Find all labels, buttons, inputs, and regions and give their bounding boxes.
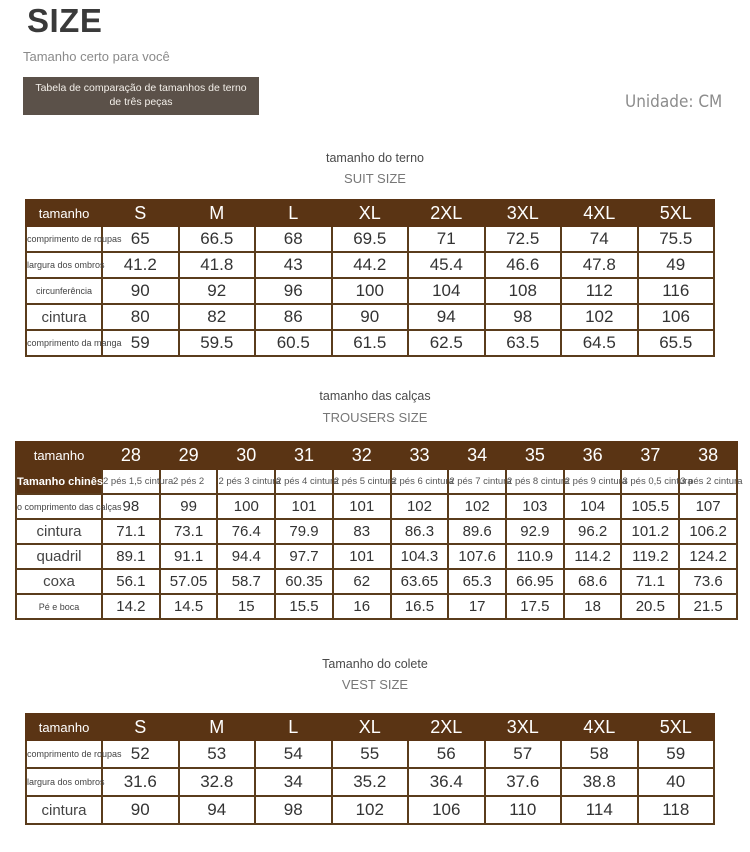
table-cell: 56: [408, 740, 485, 768]
table-cell: 96: [255, 278, 332, 304]
table-cell: 94: [179, 796, 256, 824]
table-cell: 100: [332, 278, 409, 304]
row-label: circunferência: [26, 278, 102, 304]
table-cell: 63.5: [485, 330, 562, 356]
table-cell: 2 pés 9 cintura: [564, 469, 622, 494]
table-cell: 110.9: [506, 544, 564, 569]
header-row: [26, 200, 714, 226]
table-cell: 16: [333, 594, 391, 619]
table-cell: 57.05: [160, 569, 218, 594]
table-cell: 92.9: [506, 519, 564, 544]
table-cell: 89.6: [448, 519, 506, 544]
suit-section-subtitle: SUIT SIZE: [344, 171, 406, 186]
table-cell: 66.5: [179, 226, 256, 252]
table-cell: 89.1: [102, 544, 160, 569]
table-cell: 20.5: [621, 594, 679, 619]
table-cell: 2 pés 6 cintura: [391, 469, 449, 494]
trousers-section-subtitle: TROUSERS SIZE: [322, 410, 428, 425]
table-row: [16, 519, 737, 544]
table-cell: 71: [408, 226, 485, 252]
table-cell: 73.6: [679, 569, 737, 594]
table-row: [16, 494, 737, 519]
table-cell: 107.6: [448, 544, 506, 569]
table-row: [26, 796, 714, 824]
table-cell: 63.65: [391, 569, 449, 594]
row-label: cintura: [16, 519, 102, 544]
table-cell: 106.2: [679, 519, 737, 544]
table-cell: 2 pés 3 cintura: [217, 469, 275, 494]
table-cell: 31.6: [102, 768, 179, 796]
table-row: [26, 304, 714, 330]
table-cell: 119.2: [621, 544, 679, 569]
table-cell: 55: [332, 740, 409, 768]
table-cell: 101: [333, 544, 391, 569]
vest-size-table: [25, 713, 715, 825]
table-cell: 91.1: [160, 544, 218, 569]
table-cell: 52: [102, 740, 179, 768]
size-header: XL: [332, 714, 409, 740]
table-cell: 18: [564, 594, 622, 619]
table-cell: 114: [561, 796, 638, 824]
table-cell: 90: [102, 796, 179, 824]
suit-size-table: [25, 199, 715, 357]
table-cell: 80: [102, 304, 179, 330]
table-cell: 102: [391, 494, 449, 519]
table-cell: 108: [485, 278, 562, 304]
size-header: 4XL: [561, 714, 638, 740]
table-cell: 79.9: [275, 519, 333, 544]
size-header: L: [255, 714, 332, 740]
table-cell: 103: [506, 494, 564, 519]
row-label: Tamanho chinês: [16, 469, 102, 494]
table-cell: 107: [679, 494, 737, 519]
row-label: coxa: [16, 569, 102, 594]
row-label: largura dos ombros: [26, 252, 102, 278]
table-cell: 76.4: [217, 519, 275, 544]
table-cell: 124.2: [679, 544, 737, 569]
table-cell: 66.95: [506, 569, 564, 594]
table-cell: 75.5: [638, 226, 715, 252]
table-cell: 36.4: [408, 768, 485, 796]
table-cell: 46.6: [485, 252, 562, 278]
row-label: o comprimento das calças: [16, 494, 102, 519]
table-cell: 69.5: [332, 226, 409, 252]
trousers-size-table: [15, 441, 743, 620]
table-cell: 38.8: [561, 768, 638, 796]
table-cell: 17: [448, 594, 506, 619]
size-header: 3XL: [485, 200, 562, 226]
row-label: cintura: [26, 304, 102, 330]
size-header: S: [102, 200, 179, 226]
table-cell: 98: [485, 304, 562, 330]
table-cell: 3 pés 2 cintura: [679, 469, 737, 494]
table-cell: 47.8: [561, 252, 638, 278]
table-cell: 102: [332, 796, 409, 824]
table-cell: 86: [255, 304, 332, 330]
size-header: 28: [102, 442, 160, 469]
table-cell: 62: [333, 569, 391, 594]
table-cell: 17.5: [506, 594, 564, 619]
header-row: [16, 442, 737, 469]
table-cell: 2 pés 5 cintura: [333, 469, 391, 494]
table-cell: 60.35: [275, 569, 333, 594]
header-label: tamanho: [26, 714, 102, 740]
table-cell: 65.3: [448, 569, 506, 594]
size-header: 32: [333, 442, 391, 469]
table-cell: 3 pés 0,5 cintura: [621, 469, 679, 494]
table-row: [26, 278, 714, 304]
vest-section-subtitle: VEST SIZE: [341, 677, 409, 692]
vest-section-title: Tamanho do colete: [322, 657, 428, 671]
size-header: 37: [621, 442, 679, 469]
table-row: [16, 544, 737, 569]
table-cell: 60.5: [255, 330, 332, 356]
size-header: M: [179, 200, 256, 226]
table-cell: 72.5: [485, 226, 562, 252]
table-cell: 41.8: [179, 252, 256, 278]
table-cell: 2 pés 1,5 cintura: [102, 469, 160, 494]
table-row: [16, 469, 737, 494]
table-row: [26, 226, 714, 252]
table-cell: 14.2: [102, 594, 160, 619]
table-cell: 100: [217, 494, 275, 519]
table-cell: 102: [448, 494, 506, 519]
table-cell: 112: [561, 278, 638, 304]
table-cell: 35.2: [332, 768, 409, 796]
table-row: [26, 740, 714, 768]
table-cell: 106: [638, 304, 715, 330]
row-label: Pé e boca: [16, 594, 102, 619]
table-cell: 101.2: [621, 519, 679, 544]
header-label: tamanho: [16, 442, 102, 469]
table-cell: 16.5: [391, 594, 449, 619]
size-header: 3XL: [485, 714, 562, 740]
table-cell: 98: [255, 796, 332, 824]
table-cell: 44.2: [332, 252, 409, 278]
table-cell: 62.5: [408, 330, 485, 356]
table-row: [16, 569, 737, 594]
size-header: 36: [564, 442, 622, 469]
table-cell: 101: [275, 494, 333, 519]
table-cell: 37.6: [485, 768, 562, 796]
table-cell: 74: [561, 226, 638, 252]
size-header: 2XL: [408, 200, 485, 226]
row-label: comprimento de roupas: [26, 740, 102, 768]
table-cell: 49: [638, 252, 715, 278]
table-row: [16, 594, 737, 619]
table-cell: 90: [102, 278, 179, 304]
table-cell: 34: [255, 768, 332, 796]
table-cell: 45.4: [408, 252, 485, 278]
table-row: [26, 330, 714, 356]
table-cell: 106: [408, 796, 485, 824]
suit-section-title: tamanho do terno: [326, 151, 424, 165]
table-cell: 102: [561, 304, 638, 330]
table-cell: 114.2: [564, 544, 622, 569]
size-header: 5XL: [638, 200, 715, 226]
size-header: 33: [391, 442, 449, 469]
table-cell: 97.7: [275, 544, 333, 569]
table-cell: 43: [255, 252, 332, 278]
size-header: S: [102, 714, 179, 740]
page-title: SIZE: [27, 2, 103, 39]
size-header: 31: [275, 442, 333, 469]
size-header: 5XL: [638, 714, 715, 740]
size-header: 30: [217, 442, 275, 469]
table-cell: 104: [408, 278, 485, 304]
table-cell: 2 pés 8 cintura: [506, 469, 564, 494]
table-cell: 15: [217, 594, 275, 619]
table-cell: 73.1: [160, 519, 218, 544]
header-row: [26, 714, 714, 740]
row-label: quadril: [16, 544, 102, 569]
table-cell: 59: [638, 740, 715, 768]
size-header: 38: [679, 442, 737, 469]
size-header: 4XL: [561, 200, 638, 226]
table-cell: 61.5: [332, 330, 409, 356]
table-cell: 98: [102, 494, 160, 519]
table-cell: 65.5: [638, 330, 715, 356]
size-header: 29: [160, 442, 218, 469]
table-cell: 2 pés 2: [160, 469, 218, 494]
table-row: [26, 768, 714, 796]
table-cell: 2 pés 4 cintura: [275, 469, 333, 494]
table-cell: 96.2: [564, 519, 622, 544]
table-cell: 14.5: [160, 594, 218, 619]
comparison-badge: Tabela de comparação de tamanhos de terno de três peças: [23, 77, 259, 115]
table-cell: 54: [255, 740, 332, 768]
size-header: 35: [506, 442, 564, 469]
table-cell: 92: [179, 278, 256, 304]
table-cell: 53: [179, 740, 256, 768]
table-row: [26, 252, 714, 278]
table-cell: 58.7: [217, 569, 275, 594]
table-cell: 71.1: [102, 519, 160, 544]
table-cell: 104: [564, 494, 622, 519]
table-cell: 65: [102, 226, 179, 252]
table-cell: 105.5: [621, 494, 679, 519]
table-cell: 83: [333, 519, 391, 544]
unit-label: Unidade: CM: [625, 92, 723, 112]
size-header: M: [179, 714, 256, 740]
size-header: L: [255, 200, 332, 226]
table-cell: 116: [638, 278, 715, 304]
table-cell: 21.5: [679, 594, 737, 619]
table-cell: 101: [333, 494, 391, 519]
table-cell: 57: [485, 740, 562, 768]
table-cell: 64.5: [561, 330, 638, 356]
table-cell: 94.4: [217, 544, 275, 569]
page-subtitle: Tamanho certo para você: [23, 49, 170, 64]
table-cell: 104.3: [391, 544, 449, 569]
table-cell: 59: [102, 330, 179, 356]
table-cell: 82: [179, 304, 256, 330]
table-cell: 40: [638, 768, 715, 796]
size-header: 34: [448, 442, 506, 469]
row-label: largura dos ombros: [26, 768, 102, 796]
table-cell: 90: [332, 304, 409, 330]
table-cell: 99: [160, 494, 218, 519]
table-cell: 32.8: [179, 768, 256, 796]
header-label: tamanho: [26, 200, 102, 226]
table-cell: 56.1: [102, 569, 160, 594]
row-label: cintura: [26, 796, 102, 824]
row-label: comprimento de roupas: [26, 226, 102, 252]
table-cell: 71.1: [621, 569, 679, 594]
table-cell: 41.2: [102, 252, 179, 278]
table-cell: 68.6: [564, 569, 622, 594]
size-header: 2XL: [408, 714, 485, 740]
table-cell: 15.5: [275, 594, 333, 619]
table-cell: 110: [485, 796, 562, 824]
table-cell: 58: [561, 740, 638, 768]
table-cell: 59.5: [179, 330, 256, 356]
trousers-section-title: tamanho das calças: [319, 389, 431, 403]
table-cell: 2 pés 7 cintura: [448, 469, 506, 494]
row-label: comprimento da manga: [26, 330, 102, 356]
size-header: XL: [332, 200, 409, 226]
table-cell: 68: [255, 226, 332, 252]
table-cell: 94: [408, 304, 485, 330]
table-cell: 118: [638, 796, 715, 824]
table-cell: 86.3: [391, 519, 449, 544]
